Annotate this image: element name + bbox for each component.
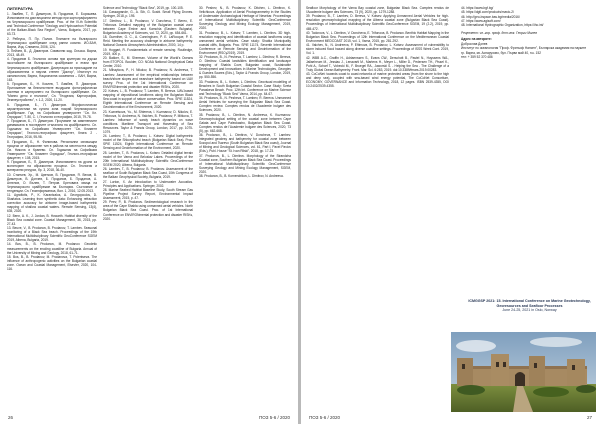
reference-entry: 25. Lambev, T., B. Prodanov, L. Kotsev. Detailed digital terrain model of the Varna and Beloslav Lakes. Proceedings of the 20th International Multidisciplinary Scientific GeoConference SGEM 2020, Albena, Bulgaria. bbox=[103, 150, 193, 167]
conference-dates: June 24-25, 2021 in Oslo, Norway bbox=[502, 308, 557, 313]
conference-title: ICMGGSP 2021: 15. International Conference on Marine Geotechnology, Georesources and Seafloor Processes bbox=[468, 299, 591, 308]
reference-entry: 29. Peev, P., B. Prodanov. Sedimentological research in the area of the Cape Shabla using unmanned aerial vehicles. North Bulgarian Black Sea Coast. Proc. of 1st International Conference on ENVIRONmental protection and disaster RISKs, 2020. bbox=[103, 200, 193, 221]
reference-entry: 18. Guenther, G. C., A. Cunningham, P. E. LaRocque, P. E. Reid. Meeting the accuracy challenge in airborne bathymetry. National Oceanic Atmospheric Administration, 2000, 14 p. bbox=[103, 35, 193, 48]
reference-entry: Seafloor Morphology of the Varna Bay coastal zone, Bulgarian Black Sea. Comptes rendus de l'Academie bulgare des Sciences, 73 (9), 2020, pp. 1279-1288. bbox=[306, 6, 449, 15]
reference-entry: 27. Lurton, X. An introduction to Underwater Acoustics. Principles and Applications. Springer, 2002. bbox=[103, 179, 193, 188]
reference-entry: 16. Cassagrande, G., A. Sib, G. Scabi. Small Flying Drones. Springer, 2018, p. 195. bbox=[103, 10, 193, 19]
reviewer-note: Рецензент: чл.-кор. проф. дтн инж. Георги Милев bbox=[461, 31, 537, 36]
reference-entry: 21. Mihaylova, P., H. Nikolov, B. Prodanov, N. Andreeva, T. Lambev. Assessment of the empirical relationships between beach/shore slopes and nearshore bathymetry based on UAV survey. Proc. of the 1st International Conference on ENVIRONmental protection and disaster RISKs, 2020. bbox=[103, 68, 193, 89]
reference-entry: 8. Проданов, Б., Н. Филипова. Регионални свлачищни процеси от абразионен тип в района на местността между Св. Никола и Кранево. Сп. Годишник на Софийския Университет "Св. Климент Охридски", Геолого-географски факултет, т. 108, 2015. bbox=[7, 139, 97, 160]
references-heading: ЛИТЕРАТУРА bbox=[7, 6, 33, 11]
reference-entry: 39. Prodanov, B., T. Lambev, D. Bereva, V. Kotsev. Applying Unmanned Aerial Vehicles for high-resolution geomorphological mapping of the Albena coastal zone (Bulgarian Black Sea Coast). Proceedings of International Multidisciplinary Scientific GeoConference SGEM, 19 (2.2), 2019, pp. 465-472. bbox=[306, 14, 449, 31]
reference-entry: 48. International Hydrographic Organization, https://iho.int/ bbox=[461, 23, 544, 28]
address-line: Доброслав Донев bbox=[461, 41, 488, 46]
reference-entry: 30. Peshev, N., B. Prodanov, K. Ditchev, L. Dimitrov, K. Velichkova. Application of Aerial Photogrammetry in the Studies of Underwater Archaeological Heritage of Nesebar. Proceedings of International Multidisciplinary Scientific GeoConference Surveying Geology and Mining Ecology Management, 2019, 2020. bbox=[199, 6, 291, 31]
conference-announcement bbox=[463, 299, 596, 313]
reference-entry: 19. Hoggart, R. Fundamentals of remote sensing. Routledge, 2019, 400 p. bbox=[103, 47, 193, 56]
reference-entry: 15. Bos, B., B. Prodanov, M. Prodanova, T. Polentseva. The influence of anthropogenic activities on the Bulgarian coastal zone. Ocean and Coastal Management, Elsevier, 2020, 104-116. bbox=[7, 254, 97, 272]
references-column-3 bbox=[199, 6, 291, 410]
reference-entry: 23. Kuznetsova, Yu., M. Shtereva, I. Kuzmanov, D. Nikolov, E. Trifonova, N. Andreeva, N. Valchev, B. Prodanov, P. Mitkova, T. Lambev. Influence of sandy beach dynamics on wave conditions. Maritime Transport and Harvesting of Sea Resources. Taylor & Francis Group, London, 2017, pp. 1075-1079. bbox=[103, 109, 193, 134]
reference-entry: 38. Prodanov, B., B. Kornendrikov, L. Dimitrov, N. Andreeva. bbox=[199, 174, 284, 179]
reference-entry: 17. Dimitrov, L., B. Prodanov, V. Doncheva, T. Bereo, E. Trifonova. Detailed mapping of the Bulgarian coastal zone between Cape Emine and Kamchia (Eastern Bulgaria). Bulgarian Academy of Sciences, vol. 72, 2020, pp. 654-661. bbox=[103, 18, 193, 35]
references-column-5 bbox=[461, 6, 594, 284]
reference-entry: 11. Agrafiotis, P., K. Karantzalos, A. Georgopoulos, D. Skarlatos. Learning from synthetic data: Enhancing refraction correction accuracy for airborne image-based bathymetric mapping of shallow coastal waters. Remote Sensing, 13(4), 635, 2020. bbox=[7, 193, 97, 214]
reference-entry: 3. Пейчев, В., Д. Димитров. Символни кад. Осъска. Варна, 2013, 48-49. bbox=[7, 49, 97, 58]
reference-entry: 4. Проданов Б. Геология основа при критерии на държи экостойките на българското крайбрежие и етапи при Черноморското крайбрежие. Дисертация за присъждане на образователна и научна степен "Доктор", Институт по океанология, Варна, Национална скомпятия – БАН, Варна, 163. bbox=[7, 57, 97, 82]
reference-entry: 5. Проданов, Б., Н. Козлев, Т. Ламбев, П. Димитров. Приложение на безпилотните въздушни фотографически системи в картирането на българското крайбрежие. Сп. "Минно дело и геология", Сп. "Геодезия, Картография, Землеустройство", т. 1-2, 2020, 11-20. bbox=[7, 81, 97, 103]
right-page bbox=[301, 0, 600, 424]
reference-entry: 36. Prodanov, B., L. Dimitrov, V. Doncheva, T. Lambev. Integrated geodesy and bathymetry for coastal zone between Sozopol and Tsarevo (South Bulgarian Black Sea coast), Journal of Mining and Geological Sciences, vol. 61, Part I, Pavel Pavlov (Eds.), Publ. House "St. Ivan Rilski", 2018, pp. 17-23. bbox=[199, 133, 291, 154]
reference-entry: 46. http://geo-bspace.bas.bg/media/2016/ bbox=[461, 14, 520, 19]
journal-footer-right: ПОЗ 5-6 / 2020 bbox=[309, 415, 340, 420]
reference-entry: 40. Todorova, V., L. Dimitrov, V. Doncheva, E. Trifonova, B. Prodanov. Benthic Habitat Mapping in the Bulgarian Black Sea. Proceedings of 12th International Conference on the Mediterranean Coastal Environment MEDCOAST 2015, vol. 1, Varna, 2015, pp. 281-292. bbox=[306, 30, 449, 43]
journal-footer: ПОЗ 5-6 / 2020 bbox=[259, 415, 290, 420]
reference-entry: 45. https://dgtl.com/products/mavic-2/ bbox=[461, 10, 514, 15]
author-address bbox=[461, 37, 594, 58]
fortress-photo bbox=[451, 332, 596, 412]
reference-entry: 44. https://www.bgf.bg/ bbox=[461, 6, 494, 10]
reference-entry: 33. Prodanov, B., L. Kotsev, L. Dimitrov. Geovisual modelling of Beaches in South Bulgarian Coastal Sector. Case Study: Sveta Paraskeva Beach. Proc. 12th Int. Conference on Marine Science and Technology "Black Sea" Varna, 2014, pp. 64-67. bbox=[199, 79, 291, 96]
reference-entry: 12. Benn, A. K., J. Jordan, B. Howarth. Habitat diversity of the Black Sea coastal zone. Coastal Management, 36, 2015, pp. 27-43. bbox=[7, 213, 97, 226]
reference-entry: 20. Bakker, S., M. Sherman. Volume of the World's Oceans from ETOPO1. Boulder, CO: NOAA National Geophysical Data Center, 2010. bbox=[103, 56, 193, 69]
reference-entry: 32. Prodanov, B., N. Pesheva, T. Lambev, L. Dimitrov, R. Bereva, O. Dimitrov. Coastal landslides identification and landscape mapping of Shabla Cove, Bulgarian coast, Sustainable Development and Innovations in Marine Technologies, Georgiev & Guedes Soares (Eds.), Taylor & Francis Group, London, 2019, pp. 550-556. bbox=[199, 55, 291, 80]
reference-entry: 42. WBB A.C., Graffin H., Adriaenssen S., Evans CW., Derschott B., Pastel N., Huyssens WA., Jallaeheum M., Jessiau J., Lenavarti M., Martens H., Meyer L., Miller D., Pedersen TH., Pissel K., Pohl A., Scharf T., Vobecki M., F. Bruegel RA., Jaworski S. - Helping the Sea - The Challenge of a Truly Global Ocean Bathymetry. Front. Mar. Sci. 6:283, 2019. doi:10.3389/fmars.2019.00283. bbox=[306, 55, 449, 72]
reference-entry: 31. Prodanov, B., L. Kotsev, T. Lambev, L. Dimitrov. 3D high-resolution mapping and identification of coastal landforms using unmanned aerial vehicles. Case study: Shabla Municipality coastal cliffs, Bulgaria. Proc. SPIE 11174, Seventh International Conference on Remote Sensing and Geoinformation of the Environment (RSCy2019), 2019. bbox=[199, 30, 291, 55]
address-line: гр. Варна, кв. Аспарухово, бул. Първи май 40, п.к. 152 bbox=[461, 50, 541, 55]
references-column-1 bbox=[7, 6, 97, 410]
address-label: Адрес на авторите: bbox=[461, 37, 492, 42]
reference-entry: 9. Проданов, Б., П. Димитров. Използването на дрони за мониторинг на абразионни процеси. Сп. Геология и минерални ресурси, бр. 3, 2018, 36-40. bbox=[7, 160, 97, 173]
reference-entry: 14. Bos, B., B. Prodanov, M. Prodanov. Geodetic measurements on the eroding coastline of Bulgaria. Annual of the University of Mining and Geology, 2018, 61-71. bbox=[7, 242, 97, 255]
reference-entry: 6. Проданов, Б., П. Димитров. Морфологически характеристики на сухата зона покрай Черноморското крайбрежие. Год. на Софийския университет "Св. Кл. Охридски", Т. 80, С. I, Геология и география, 2015, 79-78. bbox=[7, 102, 97, 119]
reference-entry: 22. Kotsev, L., B. Prodanov, T. Lambev, R. Bereva. UAV-based mapping of depositional landforms along the Bulgarian Black Sea coast in support of nature conservation. Proc. SPIE 11524, Eighth International Conference on Remote Sensing and Geoinformation of the Environment, 2020. bbox=[103, 89, 193, 110]
page-number-right: 27 bbox=[586, 415, 592, 420]
reference-entry: 26. Lambev, T., B. Prodanov, B. Prodanov. Assessment of the seafloor of South Bulgarian Black Sea Coast, 10th Congress of the Balkan Geophysical Society, Bulgaria, 2019. bbox=[103, 167, 193, 180]
reference-entry: 34. Prodanov, B., N. Pesheva, T. Lambev, R. Bereva. Unmanned Aerial Vehicles for surveying the Bulgarian Black Sea Coast. Complex review. Comptes rendus de l'Academie bulgare des Sciences, 2020. bbox=[199, 96, 291, 113]
reference-entry: 7. Проданов, Б., П. Димитров. Проучване на изменениите динамиката в последните стъпалата на крайбрежието. Сп. Годишник на Софийския Университет "Св. Климент Охридски", Геолого-географски факултет, Книга 2 - География, 2016, 95-98. bbox=[7, 119, 97, 140]
references-column-4 bbox=[306, 6, 449, 410]
reference-entry: 35. Prodanov, B., L. Dimitrov, N. Andreeva, K. Kuzmanov. Geomorphological setting of the coastal zone between Cape Galata and Cape Paleokastro, Bulgarian Black Sea Coast. Comptes rendus de l'Academie bulgare des Sciences, 2020, 73 (5), pp. 662-668. bbox=[199, 112, 291, 133]
reference-entry: 10. Станчев, Хр., М. Цветков, В. Проданов, Я. Вехов, В. Димитров, В. Дончев, Б. Проданов, Б. Проданов, А. Ангелов, О. Вълев, Т. Петров. Бреговата ивица на Черноморското крайбрежие на България. Състояние и тенденции. Сп. Геоинформатика, Вол. 1, 2016, 12.05.2013. bbox=[7, 172, 97, 193]
reference-entry: 1. Ламбев, Т., П. Димитров, В. Проданов, Е. Боришева. Използване на дистанционни методи при картографирането на Черноморското крайбрежие. Proc. of the VI-th Scientific and Technical Conference "Geology and Hydrocarbon Potential of the Balkan-Black Sea Region", Varna, Bulgaria, 2017, pp. 63-73. bbox=[7, 12, 97, 37]
page-number: 26 bbox=[8, 415, 14, 420]
left-page bbox=[0, 0, 298, 424]
reference-entry: Science and Technology "Black Sea", 2019, pp. 100-105. bbox=[103, 6, 184, 10]
reference-entry: 37. Prodanov, B., L. Dimitrov. Morphology of the Strandzha Coastal zone, Southern Bulgarian Black Sea Coast. Proceedings of International Multidisciplinary Scientific GeoConference Surveying Geology and Mining Ecology Management, SGEM, 2020. bbox=[199, 153, 291, 174]
address-line: Институт по океанология "Проф. Фритьоф Нансен", Българска академия на науките bbox=[461, 46, 587, 51]
reference-entry: 43. CoCoNet: towards coast to coast networks of marine protected areas (from the shore to the high and deep sea), coupled with sea-based wind energy potential, The CoCoNet Consortium, ECONOMY, GOVERNANCE and Information Technology, 2018, 12 pages. ISBN 2539-4355, DOI 10.2402/2539-4355. bbox=[306, 72, 449, 89]
reference-entry: 24. Lambev, T., B. Prodanov, L. Kotsev. Digital bathymetric model of the Shkorpilovtsi beach (Bulgarian Black Sea). Proc. SPIE 11524, Eighth International Conference on Remote Sensing and Geoinformation of the Environment, 2020. bbox=[103, 134, 193, 151]
reference-entry: 41. Valchev, N., N. Andreeva, P. Eftimova, B. Prodanov, L. Kotsev. Assessment of vulnerability to storm induced flood hazard along diverse coastline settings. Proceedings of ISSS Week Cont. 2019, Vol. 1. bbox=[306, 43, 449, 56]
reference-entry: 2. Ребеуса, П. Пр. Полов. Плитките на българското Черноморско крайбрежие след ранни кохили. ИО-БАН, Варна, Изд. Слимена, 2006, 124. bbox=[7, 36, 97, 49]
reference-entry: 28. Marine Seabed Habitat Baseline Study, South Stream Gas Pipeline Project Survey Report, Environmental Impact Assessment, 2015, p. 47. bbox=[103, 187, 193, 201]
reference-entry: 13. Beuve, V., B. Prodanov, B. Prodanov, T. Lambev. Seasonal monitoring of a Black Sea beach. Proceedings of the 19th International Multidisciplinary Scientific GeoConference SGEM 2019, Albena, Bulgaria, 2019. bbox=[7, 226, 97, 243]
address-line: тел: + 359 52 370 486 bbox=[461, 54, 493, 59]
reference-entry: 47. https://www.agisoft.com/ bbox=[461, 19, 501, 24]
references-column-2 bbox=[103, 6, 193, 410]
